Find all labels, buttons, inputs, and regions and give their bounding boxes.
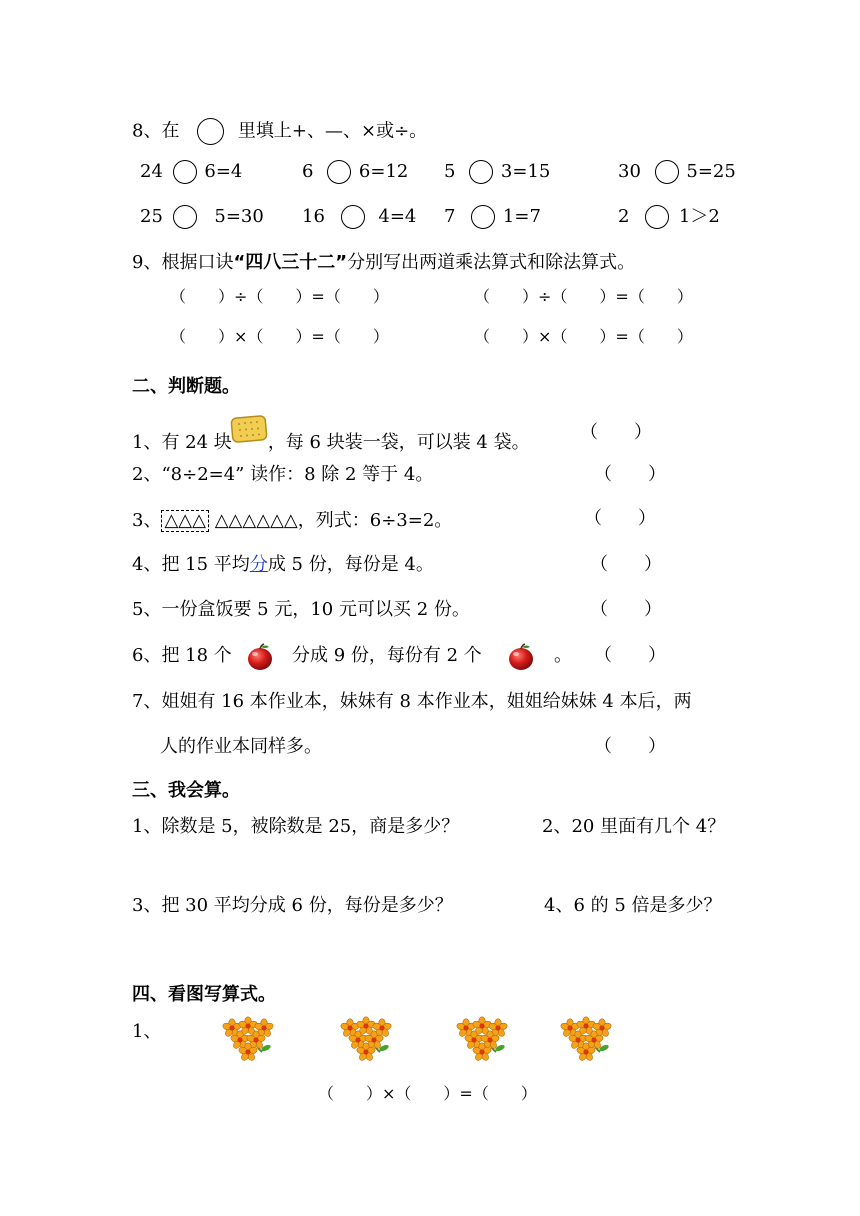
picture-question-1-label: 1、 bbox=[132, 1021, 162, 1042]
judge-item-6-post: 。 bbox=[554, 645, 572, 666]
judge-blank-4[interactable]: （ ） bbox=[590, 554, 662, 575]
section3-title: 三、我会算。 bbox=[132, 780, 240, 801]
calc-question-3: 3、把 30 平均分成 6 份，每份是多少？ bbox=[132, 895, 453, 916]
item-text-pre: 1、有 24 块 bbox=[132, 432, 232, 453]
flower-cluster-icon bbox=[340, 1017, 392, 1062]
calc-question-2: 2、20 里面有几个 4？ bbox=[542, 816, 726, 837]
item-text-pre: 4、把 15 平均 bbox=[132, 554, 250, 575]
judge-blank-5[interactable]: （ ） bbox=[590, 599, 662, 620]
judge-blank-7[interactable]: （ ） bbox=[594, 736, 666, 757]
judge-item-2: 2、“8÷2=4” 读作：8 除 2 等于 4。 bbox=[132, 464, 434, 485]
q8-suffix: 里填上+、—、×或÷。 bbox=[237, 120, 428, 142]
item-text-pre: 3、 bbox=[132, 510, 162, 531]
q9-prefix: 9、根据口诀 bbox=[132, 252, 234, 273]
section4-title: 四、看图写算式。 bbox=[132, 984, 276, 1005]
q9-multiplication-2[interactable]: （ ）×（ ）=（ ） bbox=[474, 327, 693, 346]
operand-left: 25 bbox=[140, 206, 163, 227]
operand-right: 6=4 bbox=[204, 161, 243, 182]
section2-title: 二、判断题。 bbox=[132, 376, 240, 397]
judge-blank-6[interactable]: （ ） bbox=[594, 645, 666, 666]
judge-item-7-line1: 7、姐姐有 16 本作业本，妹妹有 8 本作业本，姐姐给妹妹 4 本后，两 bbox=[132, 691, 692, 712]
hyperlink-text[interactable]: 分 bbox=[249, 554, 268, 575]
operand-left: 6 bbox=[302, 161, 314, 182]
calc-question-4: 4、6 的 5 倍是多少？ bbox=[544, 895, 722, 916]
judge-blank-3[interactable]: （ ） bbox=[584, 508, 656, 529]
operand-left: 16 bbox=[302, 206, 325, 227]
q9-suffix: 分别写出两道乘法算式和除法算式。 bbox=[347, 252, 636, 273]
operand-right: 1＞2 bbox=[678, 206, 720, 227]
item-text-post: 成 5 份，每份是 4。 bbox=[267, 554, 434, 575]
operand-left: 30 bbox=[618, 161, 641, 182]
dashed-group-box: △△△ bbox=[161, 510, 209, 532]
q8-prefix: 8、在 bbox=[132, 120, 180, 142]
judge-item-6-pre: 6、把 18 个 bbox=[132, 645, 232, 666]
operand-right: 5=30 bbox=[214, 206, 264, 227]
calc-question-1: 1、除数是 5，被除数是 25，商是多少？ bbox=[132, 816, 460, 837]
picture-formula-1[interactable]: （ ）×（ ）=（ ） bbox=[318, 1084, 537, 1103]
judge-blank-1[interactable]: （ ） bbox=[580, 422, 652, 443]
judge-item-5: 5、一份盒饭要 5 元，10 元可以买 2 份。 bbox=[132, 599, 470, 620]
flower-cluster-icon bbox=[560, 1017, 612, 1062]
q9-division-2[interactable]: （ ）÷（ ）=（ ） bbox=[474, 287, 693, 306]
item-text-post: △△△△△△，列式：6÷3=2。 bbox=[208, 510, 453, 531]
operand-left: 7 bbox=[444, 206, 456, 227]
q9-mnemonic: “四八三十二” bbox=[233, 252, 348, 273]
operand-left: 5 bbox=[444, 161, 456, 182]
operand-right: 4=4 bbox=[378, 206, 417, 227]
flower-cluster-icon bbox=[456, 1017, 508, 1062]
operand-left: 24 bbox=[140, 161, 163, 182]
item-text-post: ，每 6 块装一袋，可以装 4 袋。 bbox=[267, 432, 530, 453]
judge-item-7-line2: 人的作业本同样多。 bbox=[160, 736, 322, 757]
operand-right: 1=7 bbox=[502, 206, 541, 227]
q9-division-1[interactable]: （ ）÷（ ）=（ ） bbox=[170, 287, 389, 306]
operand-left: 2 bbox=[618, 206, 630, 227]
operand-right: 6=12 bbox=[358, 161, 409, 182]
judge-blank-2[interactable]: （ ） bbox=[594, 464, 666, 485]
operand-right: 3=15 bbox=[500, 161, 551, 182]
operand-right: 5=25 bbox=[686, 161, 736, 182]
judge-item-6-mid: 分成 9 份，每份有 2 个 bbox=[292, 645, 482, 666]
flower-cluster-icon bbox=[222, 1017, 274, 1062]
q9-multiplication-1[interactable]: （ ）×（ ）=（ ） bbox=[170, 327, 389, 346]
